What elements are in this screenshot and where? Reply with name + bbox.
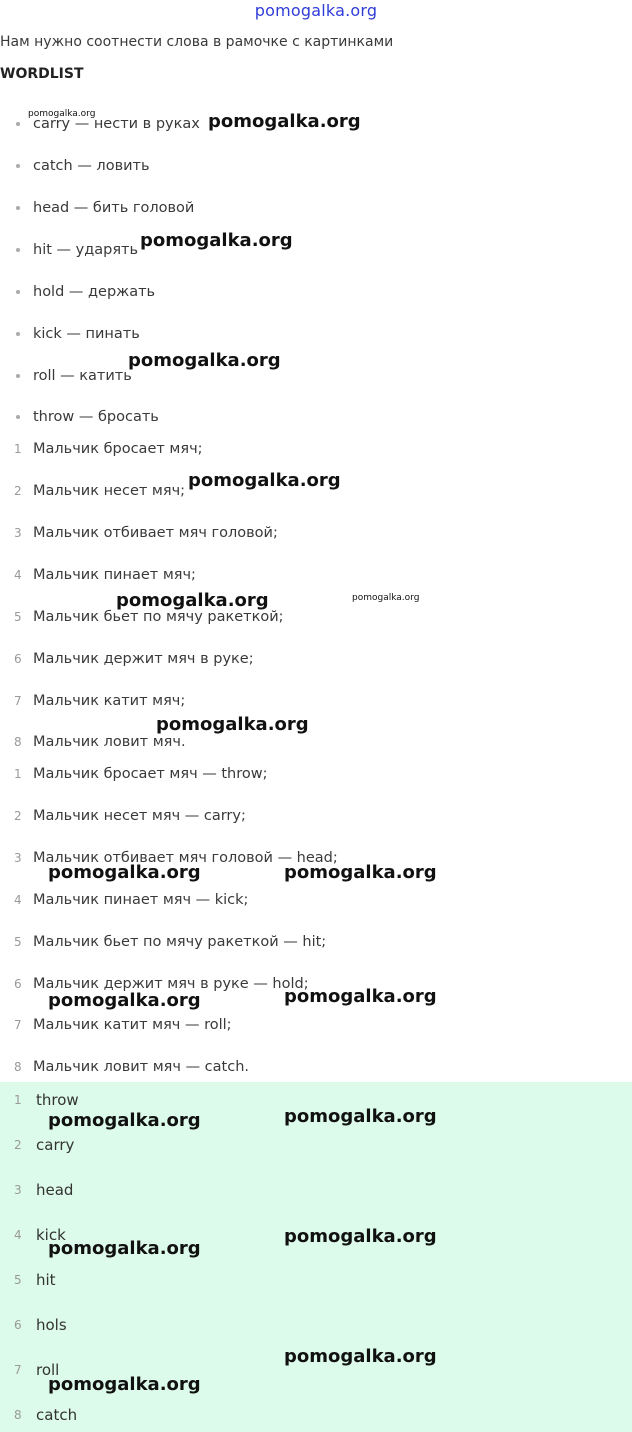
list-item: hit — ударять — [0, 238, 632, 262]
list-item: kick — пинать — [0, 322, 632, 346]
bullet-icon — [16, 415, 20, 419]
match-item: 5 Мальчик бьет по мячу ракеткой — hit; — [14, 934, 327, 950]
answer-item: 5 hit — [14, 1271, 56, 1289]
list-item: head — бить головой — [0, 196, 632, 220]
answer-item: 2 carry — [14, 1136, 75, 1154]
watermark: pomogalka.org — [284, 1346, 437, 1367]
match-item: 2 Мальчик несет мяч — carry; — [14, 808, 246, 824]
sentence-item: 5 Мальчик бьет по мячу ракеткой; — [14, 609, 284, 625]
list-item: carry — нести в руках — [0, 112, 632, 136]
answer-item: 3 head — [14, 1181, 74, 1199]
match-item: 8 Мальчик ловит мяч — catch. — [14, 1059, 249, 1075]
bullet-icon — [16, 290, 20, 294]
bullet-icon — [16, 164, 20, 168]
sentence-item: 3 Мальчик отбивает мяч головой; — [14, 525, 278, 541]
bullet-icon — [16, 206, 20, 210]
list-item: roll — катить — [0, 364, 632, 388]
match-item: 7 Мальчик катит мяч — roll; — [14, 1017, 232, 1033]
answer-item: 7 roll — [14, 1361, 60, 1379]
watermark: pomogalka.org — [116, 590, 269, 611]
sentence-item: 8 Мальчик ловит мяч. — [14, 734, 186, 750]
bullet-icon — [16, 332, 20, 336]
watermark: pomogalka.org — [156, 714, 309, 735]
watermark: pomogalka.org — [284, 1226, 437, 1247]
list-item: catch — ловить — [0, 154, 632, 178]
sentence-item: 1 Мальчик бросает мяч; — [14, 441, 203, 457]
answer-item: 8 catch — [14, 1406, 78, 1424]
watermark: pomogalka.org — [48, 862, 201, 883]
answer-item: 4 kick — [14, 1226, 66, 1244]
answer-item: 1 throw — [14, 1091, 79, 1109]
sentence-item: 7 Мальчик катит мяч; — [14, 693, 186, 709]
watermark: pomogalka.org — [208, 111, 361, 132]
answer-item: 6 hols — [14, 1316, 67, 1334]
sentence-item: 4 Мальчик пинает мяч; — [14, 567, 196, 583]
wordlist-heading: WORDLIST — [0, 66, 84, 82]
match-item: 4 Мальчик пинает мяч — kick; — [14, 892, 249, 908]
watermark: pomogalka.org — [128, 350, 281, 371]
match-item: 6 Мальчик держит мяч в руке — hold; — [14, 976, 309, 992]
watermark: pomogalka.org — [140, 230, 293, 251]
sentence-item: 6 Мальчик держит мяч в руке; — [14, 651, 254, 667]
match-item: 3 Мальчик отбивает мяч головой — head; — [14, 850, 338, 866]
watermark: pomogalka.org — [284, 1106, 437, 1127]
bullet-icon — [16, 374, 20, 378]
bullet-icon — [16, 248, 20, 252]
watermark: pomogalka.org — [284, 986, 437, 1007]
watermark: pomogalka.org — [48, 990, 201, 1011]
match-item: 1 Мальчик бросает мяч — throw; — [14, 766, 268, 782]
intro-text: Нам нужно соотнести слова в рамочке с картинками — [0, 34, 394, 50]
site-header-link[interactable]: pomogalka.org — [254, 1, 378, 20]
watermark: pomogalka.org — [188, 470, 341, 491]
watermark: pomogalka.org — [28, 109, 96, 119]
watermark: pomogalka.org — [48, 1374, 201, 1395]
sentence-item: 2 Мальчик несет мяч; — [14, 483, 186, 499]
list-item: throw — бросать — [0, 405, 632, 429]
watermark: pomogalka.org — [352, 593, 420, 603]
watermark: pomogalka.org — [48, 1110, 201, 1131]
watermark: pomogalka.org — [48, 1238, 201, 1259]
watermark: pomogalka.org — [284, 862, 437, 883]
bullet-icon — [16, 122, 20, 126]
list-item: hold — держать — [0, 280, 632, 304]
